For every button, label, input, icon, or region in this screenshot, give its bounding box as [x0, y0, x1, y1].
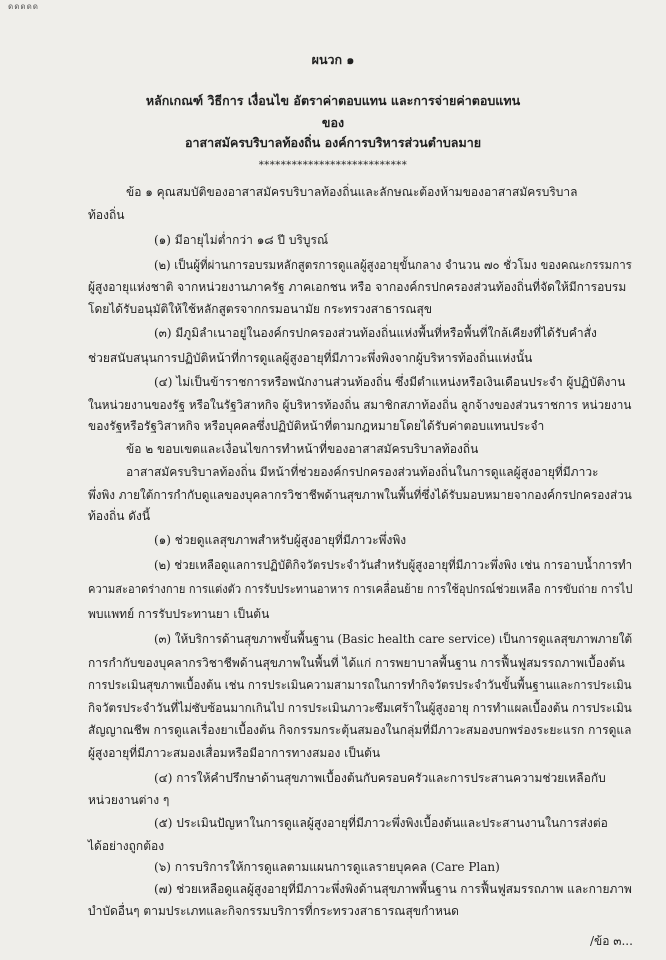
body-line: พบแพทย์ การรับประทานยา เป็นต้น — [88, 607, 270, 621]
body-line: ได้อย่างถูกต้อง — [88, 839, 165, 853]
body-line: ผู้สูงอายุแห่งชาติ จากหน่วยงานภาครัฐ ภาคเอกชน หรือ จากองค์กรปกครองส่วนท้องถิ่นที่จัดให้มีการอบรม — [88, 280, 627, 294]
corner-mark: ดดดดด — [8, 2, 39, 11]
body-line: สัญญาณชีพ การดูแลเรื่องยาเบื้องต้น กิจกรรมกระตุ้นสมองในกลุ่มที่มีภาวะสมองบกพร่องระยะแรก การดูแล — [88, 723, 632, 737]
title-line-3: อาสาสมัครบริบาลท้องถิ่น องค์การบริหารส่วนตำบลมาย — [184, 135, 482, 150]
body-line: (๑) มีอายุไม่ต่ำกว่า ๑๘ ปี บริบูรณ์ — [154, 233, 329, 247]
body-line: (๒) ช่วยเหลือดูแลการปฏิบัติกิจวัตรประจำวันสำหรับผู้สูงอายุที่มีภาวะพึ่งพิง เช่น การอาบน้ำการทำ — [154, 558, 633, 572]
body-line: (๔) การให้คำปรึกษาด้านสุขภาพเบื้องต้นกับครอบครัวและการประสานความช่วยเหลือกับ — [154, 771, 606, 785]
body-line: ของรัฐหรือรัฐวิสาหกิจ หรือบุคคลซึ่งปฏิบัติหน้าที่ตามกฎหมายโดยได้รับค่าตอบแทนประจำ — [88, 419, 545, 433]
body-line: โดยได้รับอนุมัติให้ใช้หลักสูตรจากกรมอนามัย กระทรวงสาธารณสุข — [88, 302, 433, 316]
body-line: (๕) ประเมินปัญหาในการดูแลผู้สูงอายุที่มีภาวะพึ่งพิงเบื้องต้นและประสานงานในการส่งต่อ — [154, 816, 608, 830]
body-line: (๓) ให้บริการด้านสุขภาพขั้นพื้นฐาน (Basic health care service) เป็นการดูแลสุขภาพภายใต้ — [154, 632, 633, 646]
body-line: ความสะอาดร่างกาย การแต่งตัว การรับประทานอาหาร การเคลื่อนย้าย การใช้อุปกรณ์ช่วยเหลือ การขับถ่าย การไป — [88, 582, 633, 596]
title-line-1: หลักเกณฑ์ วิธีการ เงื่อนไข อัตราค่าตอบแทน และการจ่ายค่าตอบแทน — [145, 93, 521, 108]
body-line: ผู้สูงอายุที่มีภาวะสมองเสื่อมหรือมีอาการทางสมอง เป็นต้น — [88, 746, 381, 760]
body-line: ท้องถิ่น ดังนี้ — [88, 509, 151, 523]
continuation-marker: /ข้อ ๓... — [590, 934, 633, 948]
body-line: (๓) มีภูมิลำเนาอยู่ในองค์กรปกครองส่วนท้องถิ่นแห่งพื้นที่หรือพื้นที่ใกล้เคียงที่ได้รับคำสั่ง — [154, 326, 597, 340]
body-line: ช่วยสนับสนุนการปฏิบัติหน้าที่การดูแลผู้สูงอายุที่มีภาวะพึ่งพิงจากผู้บริหารท้องถิ่นแห่งนั้น — [88, 351, 533, 365]
body-line: (๖) การบริการให้การดูแลตามแผนการดูแลรายบุคคล (Care Plan) — [154, 860, 500, 874]
body-line: (๒) เป็นผู้ที่ผ่านการอบรมหลักสูตรการดูแลผู้สูงอายุขั้นกลาง จำนวน ๗๐ ชั่วโมง ของคณะกรรมการ — [154, 258, 632, 272]
body-line: ข้อ ๒ ขอบเขตและเงื่อนไขการทำหน้าที่ของอาสาสมัครบริบาลท้องถิ่น — [126, 442, 479, 456]
body-line: การกำกับของบุคลากรวิชาชีพด้านสุขภาพในพื้นที่ ได้แก่ การพยาบาลพื้นฐาน การฟื้นฟูสมรรถภาพเบื้องต้น — [88, 656, 625, 670]
separator-stars: *************************** — [258, 160, 408, 171]
annex-label: ผนวก ๑ — [311, 52, 355, 67]
body-line: การประเมินสุขภาพเบื้องต้น เช่น การประเมินความสามารถในการทำกิจวัตรประจำวันขั้นพื้นฐานและการประเมิน — [88, 678, 632, 692]
body-line: ข้อ ๑ คุณสมบัติของอาสาสมัครบริบาลท้องถิ่นและลักษณะต้องห้ามของอาสาสมัครบริบาล — [126, 185, 578, 199]
body-line: (๑) ช่วยดูแลสุขภาพสำหรับผู้สูงอายุที่มีภาวะพึ่งพิง — [154, 533, 407, 547]
body-line: ในหน่วยงานของรัฐ หรือในรัฐวิสาหกิจ ผู้บริหารท้องถิ่น สมาชิกสภาท้องถิ่น ลูกจ้างของส่วนราชการ หน่วยงาน — [88, 398, 632, 412]
body-line: กิจวัตรประจำวันที่ไม่ซับซ้อนมากเกินไป การประเมินภาวะซึมเศร้าในผู้สูงอายุ การทำแผลเบื้องต้น การประเมิน — [88, 701, 632, 715]
body-line: อาสาสมัครบริบาลท้องถิ่น มีหน้าที่ช่วยองค์กรปกครองส่วนท้องถิ่นในการดูแลผู้สูงอายุที่มีภาวะ — [126, 465, 599, 479]
body-line: (๔) ไม่เป็นข้าราชการหรือพนักงานส่วนท้องถิ่น ซึ่งมีตำแหน่งหรือเงินเดือนประจำ ผู้ปฏิบัติงาน — [154, 375, 626, 389]
body-line: หน่วยงานต่าง ๆ — [88, 793, 170, 807]
body-line: ท้องถิ่น — [88, 208, 125, 222]
body-line: พึ่งพิง ภายใต้การกำกับดูแลของบุคลากรวิชาชีพด้านสุขภาพในพื้นที่ซึ่งได้รับมอบหมายจากองค์กรปกครองส่วน — [88, 488, 632, 502]
body-line: (๗) ช่วยเหลือดูแลผู้สูงอายุที่มีภาวะพึ่งพิงด้านสุขภาพพื้นฐาน การฟื้นฟูสมรรถภาพ และกายภาพ — [154, 882, 632, 896]
title-line-2: ของ — [321, 115, 345, 130]
body-line: บำบัดอื่นๆ ตามประเภทและกิจกรรมบริการที่กระทรวงสาธารณสุขกำหนด — [88, 904, 459, 918]
